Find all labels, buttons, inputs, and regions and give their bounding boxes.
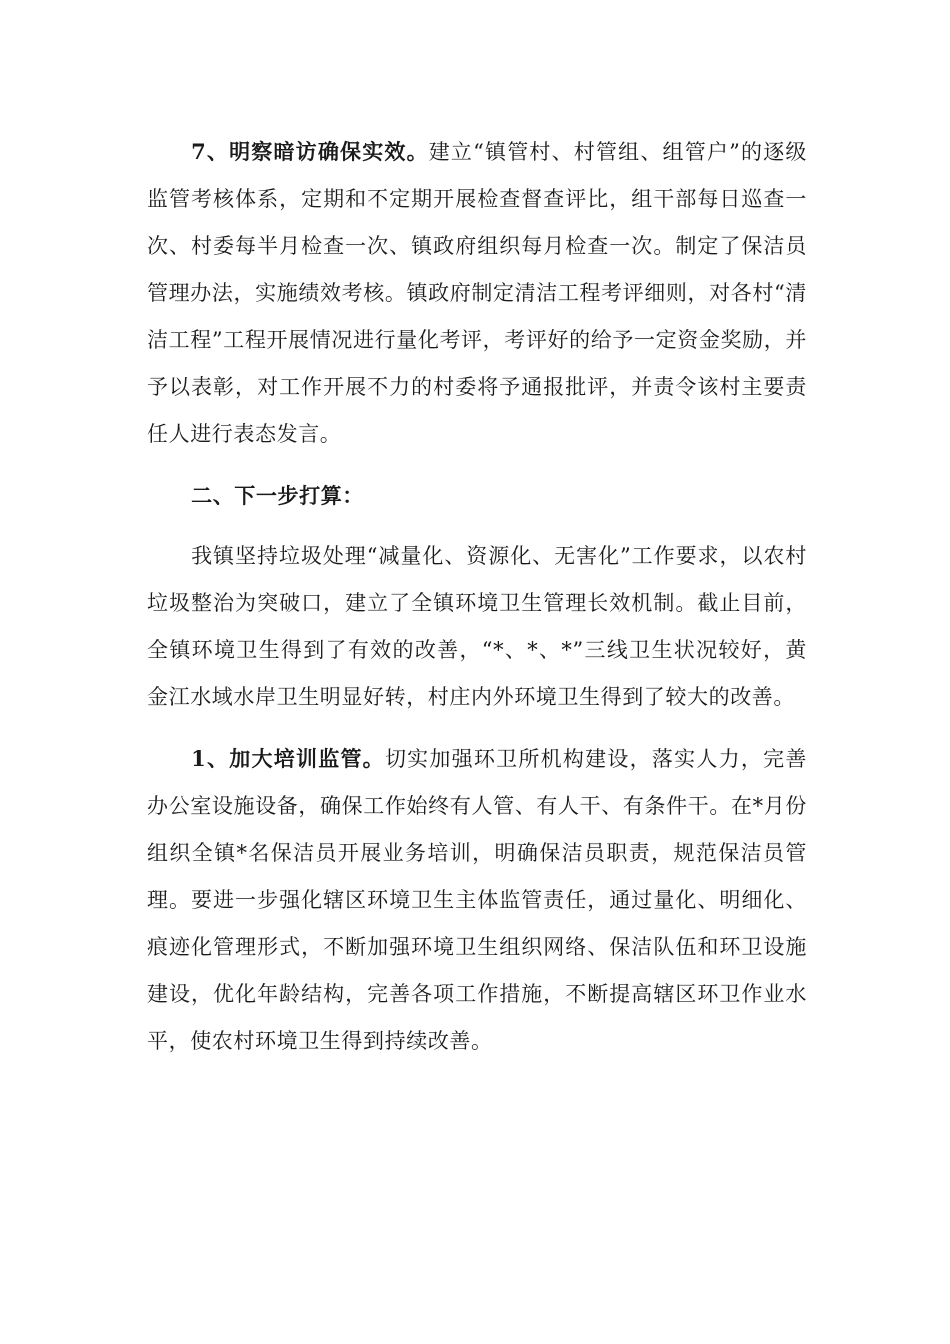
paragraph-1-training: [147, 735, 807, 1065]
paragraph-7-lead: 7、明察暗访确保实效。: [191, 139, 429, 164]
paragraph-7-body: 建立“镇管村、村管组、组管户”的逐级监管考核体系，定期和不定期开展检查督查评比，组干部每日巡查一次、村委每半月检查一次、镇政府组织每月检查一次。制定了保洁员管理办法，实施绩效考核。镇政府制定清洁工程考评细则，对各村“清洁工程”工程开展情况进行量化考评，考评好的给予一定资金奖励，并予以表彰，对工作开展不力的村委将予通报批评，并责令该村主要责任人进行表态发言。: [147, 140, 807, 446]
section-heading-next-steps: 二、下一步打算：: [191, 483, 364, 508]
paragraph-next-steps-intro: 我镇坚持垃圾处理“减量化、资源化、无害化”工作要求，以农村垃圾整治为突破口，建立了全镇环境卫生管理长效机制。截止目前，全镇环境卫生得到了有效的改善，“*、*、*”三线卫生状况较好，黄金江水域水岸卫生明显好转，村庄内外环境卫生得到了较大的改善。: [147, 544, 807, 709]
paragraph-7-inspection: [147, 128, 807, 458]
paragraph-1-lead: 1、加大培训监管。: [191, 746, 385, 771]
document-page: [147, 128, 807, 1065]
paragraph-1-body: 切实加强环卫所机构建设，落实人力，完善办公室设施设备，确保工作始终有人管、有人干、有条件干。在*月份组织全镇*名保洁员开展业务培训，明确保洁员职责，规范保洁员管理。要进一步强化辖区环境卫生主体监管责任，通过量化、明细化、痕迹化管理形式，不断加强环境卫生组织网络、保洁队伍和环卫设施建设，优化年龄结构，完善各项工作措施，不断提高辖区环卫作业水平，使农村环境卫生得到持续改善。: [147, 747, 807, 1053]
